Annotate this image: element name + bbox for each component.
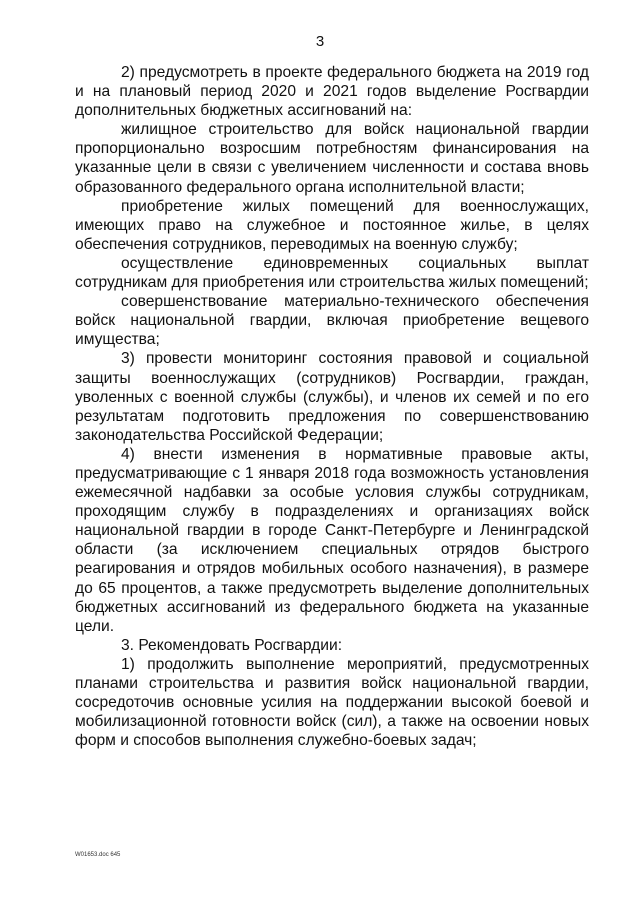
paragraph-housing-purchase: приобретение жилых помещений для военнослужащих, имеющих право на служебное и постоянное жилье, в целях обеспечения сотрудников, переводимых на военную службу; [75, 197, 589, 253]
page-number: 3 [315, 33, 325, 50]
document-body [75, 63, 589, 750]
paragraph-social-payments: осуществление единовременных социальных выплат сотрудникам для приобретения или строительства жилых помещений; [75, 254, 589, 292]
paragraph-3-monitoring: 3) провести мониторинг состояния правовой и социальной защиты военнослужащих (сотрудников) Росгвардии, граждан, уволенных с военной службы (службы), и членов их семей и по его результатам подготовить предложения по совершенствованию законодательства Российской Федерации; [75, 350, 589, 444]
section-3-heading: 3. Рекомендовать Росгвардии: [121, 636, 343, 654]
paragraph-logistics: совершенствование материально-технического обеспечения войск национальной гвардии, включая приобретение вещевого имущества; [75, 293, 589, 349]
paragraph-housing-construction: жилищное строительство для войск национальной гвардии пропорционально возросшим потребностям финансирования на указанные цели в связи с увеличением численности и состава вновь образованного федерального органа исполнительной власти; [75, 121, 589, 196]
paragraph-4-amendments: 4) внести изменения в нормативные правовые акты, предусматривающие с 1 января 2018 года возможность установления ежемесячной надбавки за особые условия службы сотрудникам, проходящим службу в подразделениях и организациях войск национальной гвардии в городе Санкт-Петербурге и Ленинградской области (за исключением специальных отрядов быстрого реагирования и отрядов мобильных особого назначения), в размере до 65 процентов, а также предусмотреть выделение дополнительных бюджетных ассигнований из федерального бюджета на указанные цели. [75, 445, 589, 635]
footer-file-reference: W01653.doc 645 [75, 852, 121, 858]
paragraph-1-continue: 1) продолжить выполнение мероприятий, предусмотренных планами строительства и развития войск национальной гвардии, сосредоточив основные усилия на поддержании высокой боевой и мобилизационной готовности войск (сил), а также на освоении новых форм и способов выполнения служебно-боевых задач; [75, 655, 589, 750]
paragraph-2-budget: 2) предусмотреть в проекте федерального бюджета на 2019 год и на плановый период 2020 и 2021 годов выделение Росгвардии дополнительных бюджетных ассигнований на: [75, 64, 589, 120]
